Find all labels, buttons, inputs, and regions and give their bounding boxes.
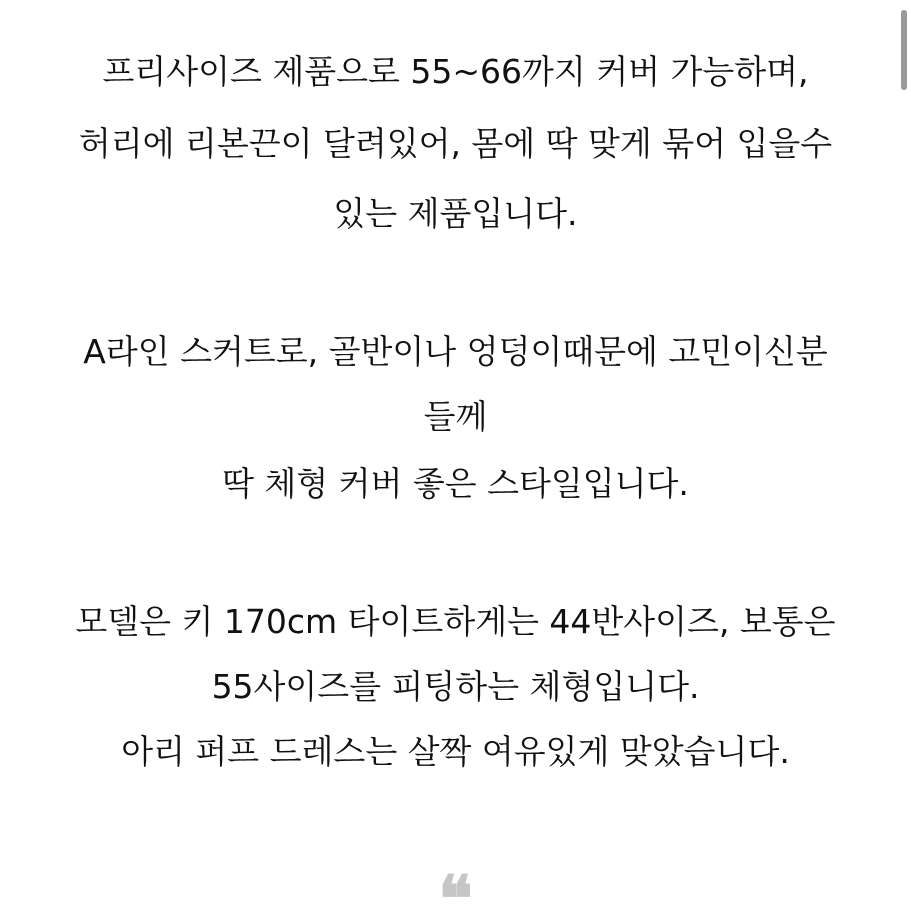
paragraph-2-line-2: 들께 <box>423 397 488 436</box>
scrollbar-thumb[interactable] <box>901 10 907 90</box>
paragraph-3-line-2: 55사이즈를 피팅하는 체형입니다. <box>211 667 700 706</box>
paragraph-2-line-1: A라인 스커트로, 골반이나 엉덩이때문에 고민이신분 <box>83 332 828 371</box>
scrollbar[interactable] <box>897 0 911 911</box>
paragraph-1-line-1: 프리사이즈 제품으로 55~66까지 커버 가능하며, <box>102 52 809 91</box>
paragraph-2-line-3: 딱 체형 커버 좋은 스타일입니다. <box>222 464 689 503</box>
paragraph-1-line-2: 허리에 리본끈이 달려있어, 몸에 딱 맞게 묶어 입을수 <box>78 124 833 163</box>
quote-icon: ❝ <box>438 862 473 911</box>
paragraph-3-line-3: 아리 퍼프 드레스는 살짝 여유있게 맞았습니다. <box>121 732 790 771</box>
paragraph-1-line-3: 있는 제품입니다. <box>333 194 578 233</box>
paragraph-3-line-1: 모델은 키 170cm 타이트하게는 44반사이즈, 보통은 <box>75 602 836 641</box>
